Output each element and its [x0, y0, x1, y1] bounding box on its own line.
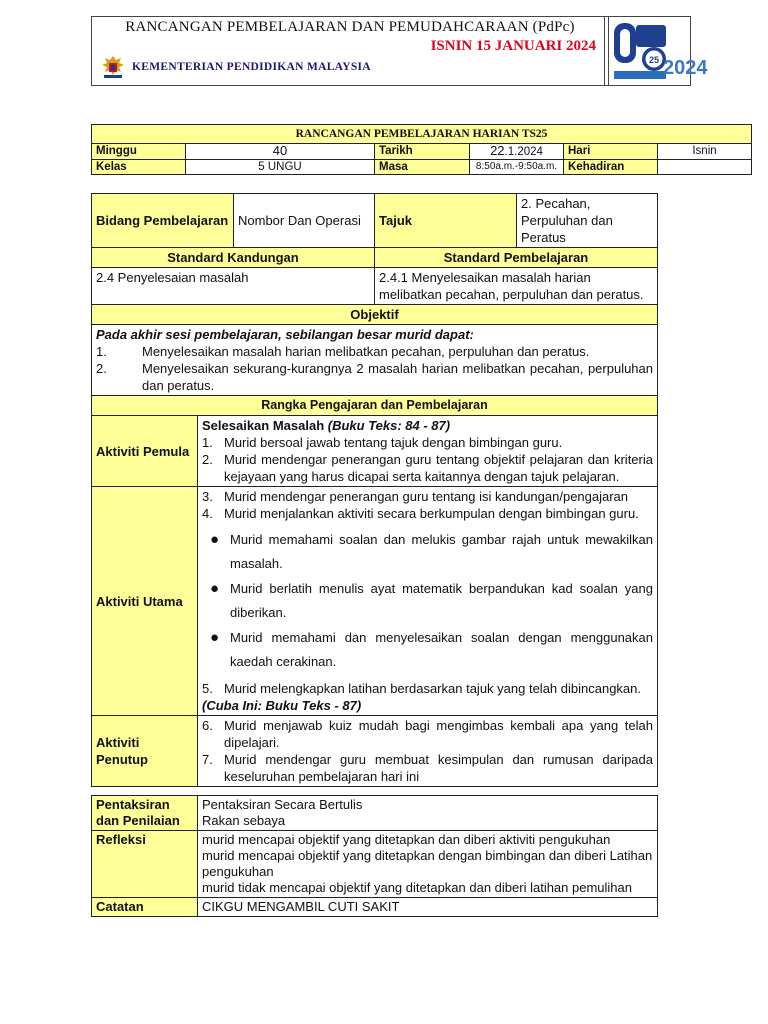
objektif-list	[96, 343, 653, 394]
bullet-icon: ●	[210, 629, 220, 646]
objektif-item: 2. Menyelesaikan sekurang-kurangnya 2 masalah harian melibatkan pecahan, perpuluhan dan peratus.	[96, 361, 653, 393]
pemula-heading: Selesaikan Masalah (Buku Teks: 84 - 87)	[202, 418, 451, 433]
lesson-plan-table	[91, 193, 658, 787]
penutup-item: 7. Murid mendengar guru membuat kesimpulan dan rumusan daripada keseluruhan pembelajaran hari ini	[202, 752, 653, 784]
pentaksiran-label: Pentaksiran dan Penilaian	[92, 796, 198, 831]
kelas-value: 5 UNGU	[186, 160, 375, 175]
minggu-value: 40	[186, 144, 375, 160]
pemula-item: 1. Murid bersoal jawab tentang tajuk dengan bimbingan guru.	[202, 435, 563, 450]
kelas-label: Kelas	[92, 160, 186, 175]
bidang-value: Nombor Dan Operasi	[234, 194, 375, 248]
refleksi-line: murid tidak mencapai objektif yang ditetapkan dan diberi latihan pemulihan	[202, 880, 632, 895]
hari-label: Hari	[564, 144, 658, 160]
aktiviti-penutup-label: Aktiviti Penutup	[92, 716, 198, 787]
document-header	[91, 16, 691, 86]
refleksi-label: Refleksi	[92, 831, 198, 898]
tarikh-value	[470, 144, 564, 160]
tarikh-rest: .1.2024	[504, 146, 543, 158]
utama-item: 3. Murid mendengar penerangan guru tentang isi kandungan/pengajaran	[202, 489, 629, 504]
catatan-value: CIKGU MENGAMBIL CUTI SAKIT	[198, 898, 658, 917]
utama-bullet: ● Murid memahami soalan dan melukis gambar rajah untuk mewakilkan masalah.	[206, 528, 653, 576]
refleksi-value	[198, 831, 658, 898]
utama-list-2	[202, 680, 653, 697]
pentaksiran-line: Rakan sebaya	[202, 813, 286, 828]
bullet-icon: ●	[210, 580, 220, 597]
kehadiran-value	[658, 160, 752, 175]
standard-pembelajaran-label: Standard Pembelajaran	[375, 248, 658, 268]
standard-pembelajaran-value: 2.4.1 Menyelesaikan masalah harian melibatkan pecahan, perpuluhan dan peratus.	[375, 268, 658, 305]
objektif-label: Objektif	[92, 305, 658, 325]
utama-list	[202, 488, 653, 522]
ts25-logo-icon	[612, 19, 670, 83]
tarikh-label: Tarikh	[375, 144, 470, 160]
malaysia-crest-icon	[99, 53, 127, 81]
standard-kandungan-label: Standard Kandungan	[92, 248, 375, 268]
tarikh-day: 22	[490, 143, 505, 158]
assessment-table	[91, 795, 658, 917]
bidang-label: Bidang Pembelajaran	[92, 194, 234, 248]
logo-number: 25	[648, 55, 660, 65]
year-label: 2024	[663, 57, 708, 79]
tajuk-label: Tajuk	[375, 194, 517, 248]
objektif-section	[92, 325, 658, 396]
penutup-list	[202, 717, 653, 785]
refleksi-line: murid mencapai objektif yang ditetapkan dengan bimbingan dan diberi Latihan pengukuhan	[202, 848, 653, 879]
rangka-label: Rangka Pengajaran dan Pembelajaran	[92, 396, 658, 416]
aktiviti-utama-content	[198, 487, 658, 716]
bullet-icon: ●	[210, 531, 220, 548]
refleksi-line: murid mencapai objektif yang ditetapkan dan diberi aktiviti pengukuhan	[202, 832, 611, 847]
utama-item: 4. Murid menjalankan aktiviti secara berkumpulan dengan bimbingan guru.	[202, 506, 639, 521]
objektif-intro: Pada akhir sesi pembelajaran, sebilangan besar murid dapat:	[96, 327, 474, 342]
pentaksiran-line: Pentaksiran Secara Bertulis	[202, 797, 363, 812]
masa-value: 8:50a.m.-9:50a.m.	[470, 160, 564, 175]
aktiviti-penutup-content	[198, 716, 658, 787]
standard-kandungan-value: 2.4 Penyelesaian masalah	[92, 268, 375, 305]
objektif-item: 1. Menyelesaikan masalah harian melibatkan pecahan, perpuluhan dan peratus.	[96, 344, 590, 359]
catatan-label: Catatan	[92, 898, 198, 917]
header-divider	[604, 17, 609, 85]
utama-bullet: ● Murid memahami dan menyelesaikan soalan dengan menggunakan kaedah cerakinan.	[206, 626, 653, 674]
utama-bullet: ● Murid berlatih menulis ayat matematik berpandukan kad soalan yang diberikan.	[206, 577, 653, 625]
utama-ref: (Cuba Ini: Buku Teks - 87)	[202, 698, 362, 713]
tajuk-value: 2. Pecahan, Perpuluhan dan Peratus	[517, 194, 658, 248]
penutup-item: 6. Murid menjawab kuiz mudah bagi mengimbas kembali apa yang telah dipelajari.	[202, 718, 653, 750]
masa-label: Masa	[375, 160, 470, 175]
document-title: RANCANGAN PEMBELAJARAN DAN PEMUDAHCARAAN (PdPc)	[125, 19, 575, 35]
pentaksiran-value	[198, 796, 658, 831]
lesson-date: ISNIN 15 JANUARI 2024	[430, 38, 596, 54]
kehadiran-label: Kehadiran	[564, 160, 658, 175]
utama-bullet-list	[206, 528, 653, 674]
utama-item: 5. Murid melengkapkan latihan berdasarkan tajuk yang telah dibincangkan.	[202, 681, 641, 696]
hari-value: Isnin	[658, 144, 752, 160]
pemula-item: 2. Murid mendengar penerangan guru tentang objektif pelajaran dan kriteria kejayaan yang harus dicapai serta kaitannya dengan tajuk pelajaran.	[202, 452, 653, 484]
ministry-name: KEMENTERIAN PENDIDIKAN MALAYSIA	[132, 61, 371, 73]
aktiviti-pemula-label: Aktiviti Pemula	[92, 416, 198, 487]
pemula-list	[202, 434, 653, 485]
aktiviti-utama-label: Aktiviti Utama	[92, 487, 198, 716]
minggu-label: Minggu	[92, 144, 186, 160]
daily-plan-table	[91, 124, 752, 175]
aktiviti-pemula-content	[198, 416, 658, 487]
daily-plan-title: RANCANGAN PEMBELAJARAN HARIAN TS25	[92, 125, 752, 144]
